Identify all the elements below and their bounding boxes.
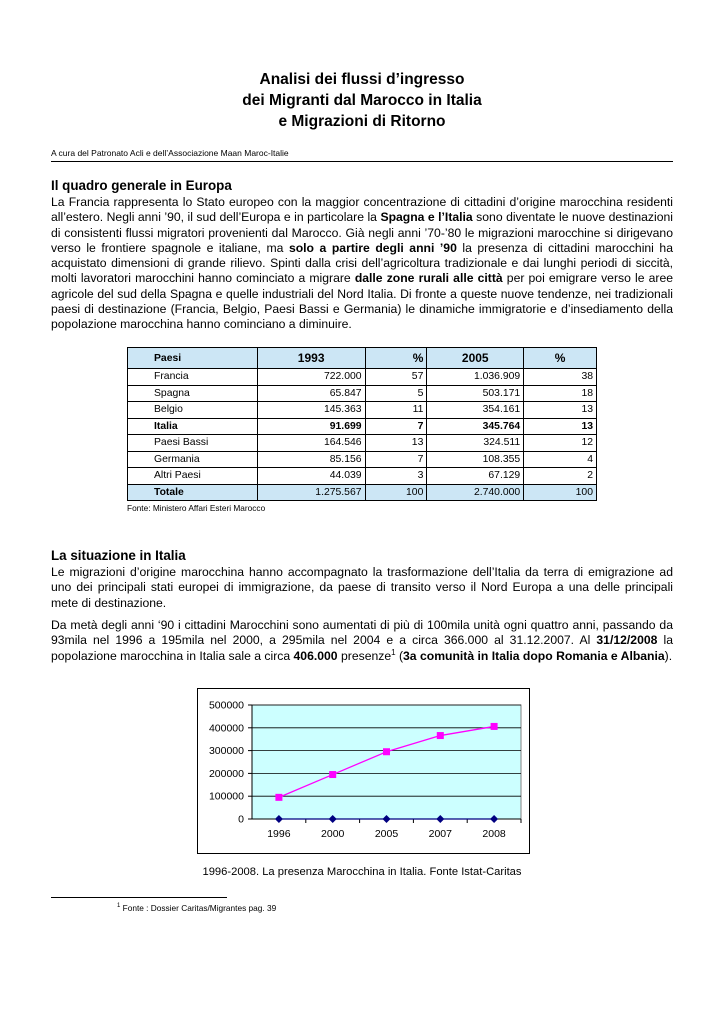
table-cell: Paesi Bassi — [128, 435, 258, 452]
section-heading-europa: Il quadro generale in Europa — [51, 178, 232, 193]
table-cell: 503.171 — [427, 385, 524, 402]
table-cell: 108.355 — [427, 451, 524, 468]
table-row — [128, 451, 597, 468]
bold-span: 31/12/2008 — [596, 633, 658, 648]
table-cell: 11 — [365, 402, 427, 419]
plot-area — [252, 705, 521, 819]
table-row — [128, 402, 597, 419]
table-cell: 4 — [524, 451, 597, 468]
x-tick-label: 2005 — [374, 828, 399, 840]
table-row — [128, 369, 597, 386]
x-tick-label: 2000 — [321, 828, 345, 840]
table-cell: 7 — [365, 418, 427, 435]
footnote-ref: 1 — [391, 647, 396, 657]
table-cell: 2 — [524, 468, 597, 485]
data-point — [275, 794, 282, 801]
text-span: presenze — [337, 648, 392, 663]
paragraph-italia-2 — [51, 618, 673, 664]
y-tick-label: 100000 — [208, 790, 244, 803]
paragraph-italia-1: Le migrazioni d’origine marocchina hanno accompagnato la trasformazione dell’Italia da terra di emigrazione ad uno dei principali stati europei di immigrazione, da paese di transito verso il Nord Europa a una delle principali mete di destinazione. — [51, 565, 673, 610]
author-credit: A cura del Patronato Acli e dell’Associazione Maan Maroc-Italie — [51, 148, 289, 158]
population-chart — [197, 688, 530, 854]
migrants-table — [127, 347, 597, 501]
footnote — [117, 903, 276, 913]
table-cell: 3 — [365, 468, 427, 485]
header-pct-1993: % — [365, 348, 427, 369]
bold-span: Spagna e l’Italia — [380, 210, 473, 225]
table-cell: 2.740.000 — [427, 484, 524, 501]
data-point — [383, 748, 390, 755]
x-tick-label: 1996 — [267, 828, 291, 840]
y-tick-label: 400000 — [208, 722, 244, 735]
header-1993: 1993 — [257, 348, 365, 369]
text-span: La Francia rappresenta lo Stato europeo con la maggior concentrazione di cittadini d’origine marocchina residenti all’estero. Negli anni ’90, il sud dell’Europa e in particolare la — [51, 195, 673, 225]
x-tick-label: 2007 — [428, 828, 452, 840]
table-cell: Germania — [128, 451, 258, 468]
y-tick-label: 200000 — [208, 767, 244, 780]
table-cell: 57 — [365, 369, 427, 386]
table-cell: 354.161 — [427, 402, 524, 419]
table-cell: 18 — [524, 385, 597, 402]
table-cell: Francia — [128, 369, 258, 386]
section-heading-italia: La situazione in Italia — [51, 548, 186, 563]
table-cell: 91.699 — [257, 418, 365, 435]
bold-span: 406.000 — [293, 648, 338, 663]
table-cell: 13 — [524, 402, 597, 419]
table-cell: 100 — [524, 484, 597, 501]
table-cell: Altri Paesi — [128, 468, 258, 485]
data-point — [329, 771, 336, 778]
table-cell: Totale — [128, 484, 258, 501]
table-row — [128, 468, 597, 485]
chart-svg — [198, 689, 529, 853]
chart-caption: 1996-2008. La presenza Marocchina in Italia. Fonte Istat-Caritas — [202, 866, 522, 878]
table-cell: Spagna — [128, 385, 258, 402]
table-row — [128, 418, 597, 435]
table-cell: 722.000 — [257, 369, 365, 386]
text-span: la presenza di cittadini marocchini ha acquistato dimensioni di grande rilievo. Spinti dalla crisi dell’agricoltura tradizionale e dai lunghi periodi di siccità, molti lavoratori marocchini hanno cominciato a migrare — [51, 240, 673, 286]
bold-span: 3a comunità in Italia dopo Romania e Albania — [403, 648, 665, 663]
table-header-row — [128, 348, 597, 369]
table-cell: Belgio — [128, 402, 258, 419]
header-pct-2005: % — [524, 348, 597, 369]
text-span: ( — [395, 648, 404, 663]
table-cell: 5 — [365, 385, 427, 402]
y-tick-label: 500000 — [208, 699, 244, 712]
table-cell: 1.036.909 — [427, 369, 524, 386]
table-cell: 324.511 — [427, 435, 524, 452]
table-row — [128, 435, 597, 452]
header-paesi: Paesi — [128, 348, 258, 369]
footnote-text: Fonte : Dossier Caritas/Migrantes pag. 39 — [120, 903, 277, 913]
bold-span: dalle zone rurali alle città — [354, 271, 503, 286]
table-cell: 345.764 — [427, 418, 524, 435]
table-cell: 145.363 — [257, 402, 365, 419]
table-cell: 85.156 — [257, 451, 365, 468]
table-cell: 12 — [524, 435, 597, 452]
x-tick-label: 2008 — [482, 828, 506, 840]
y-tick-label: 0 — [238, 813, 244, 826]
title-line-2: dei Migranti dal Marocco in Italia — [242, 92, 482, 109]
table-row — [128, 385, 597, 402]
y-tick-label: 300000 — [208, 745, 244, 758]
table-source: Fonte: Ministero Affari Esteri Marocco — [127, 503, 266, 513]
text-span: ). — [664, 648, 673, 663]
text-span: la popolazione marocchina in Italia sale a circa — [51, 633, 673, 663]
footnote-number: 1 — [117, 903, 121, 910]
table-cell: 44.039 — [257, 468, 365, 485]
table-cell: 13 — [524, 418, 597, 435]
table-cell: 7 — [365, 451, 427, 468]
table-total-row — [128, 484, 597, 501]
title-line-1: Analisi dei flussi d’ingresso — [259, 71, 465, 88]
text-span: sono diventate le nuove destinazioni di consistenti flussi migratori provenienti dal Marocco. Già negli anni ’70-’80 le migrazioni marocchine si dirigevano verso le frontiere spagnole e italiane, ma — [51, 210, 673, 255]
header-2005: 2005 — [427, 348, 524, 369]
table-cell: 13 — [365, 435, 427, 452]
table-cell: Italia — [128, 418, 258, 435]
table-cell: 65.847 — [257, 385, 365, 402]
bold-span: solo a partire degli anni ’90 — [288, 240, 457, 255]
paragraph-europa — [51, 195, 673, 333]
table-cell: 38 — [524, 369, 597, 386]
document-title — [0, 69, 724, 132]
table-cell: 100 — [365, 484, 427, 501]
table-cell: 67.129 — [427, 468, 524, 485]
footnote-divider — [51, 897, 227, 898]
data-point — [491, 723, 498, 730]
header-divider — [51, 161, 673, 162]
title-line-3: e Migrazioni di Ritorno — [278, 113, 446, 130]
table-cell: 164.546 — [257, 435, 365, 452]
table-cell: 1.275.567 — [257, 484, 365, 501]
data-point — [437, 732, 444, 739]
text-span: Da metà degli anni ‘90 i cittadini Marocchini sono aumentati di più di 100mila unità ogni quattro anni, passando da 93mila nel 1996 a 195mila nel 2000, a 295mila nel 2004 e a circa 366.000 al 31.12.2007. Al — [51, 618, 673, 648]
text-span: per poi emigrare verso le aree agricole del sud della Spagna e quelle industriali del Nord Italia. Di fronte a queste nuove tendenze, nei tradizionali paesi di destinazione (Francia, Belgio, Paesi Bassi e Germania) le dinamiche immigratorie e d’insediamento della popolazione marocchina hanno cominciano a diminuire. — [51, 271, 673, 332]
